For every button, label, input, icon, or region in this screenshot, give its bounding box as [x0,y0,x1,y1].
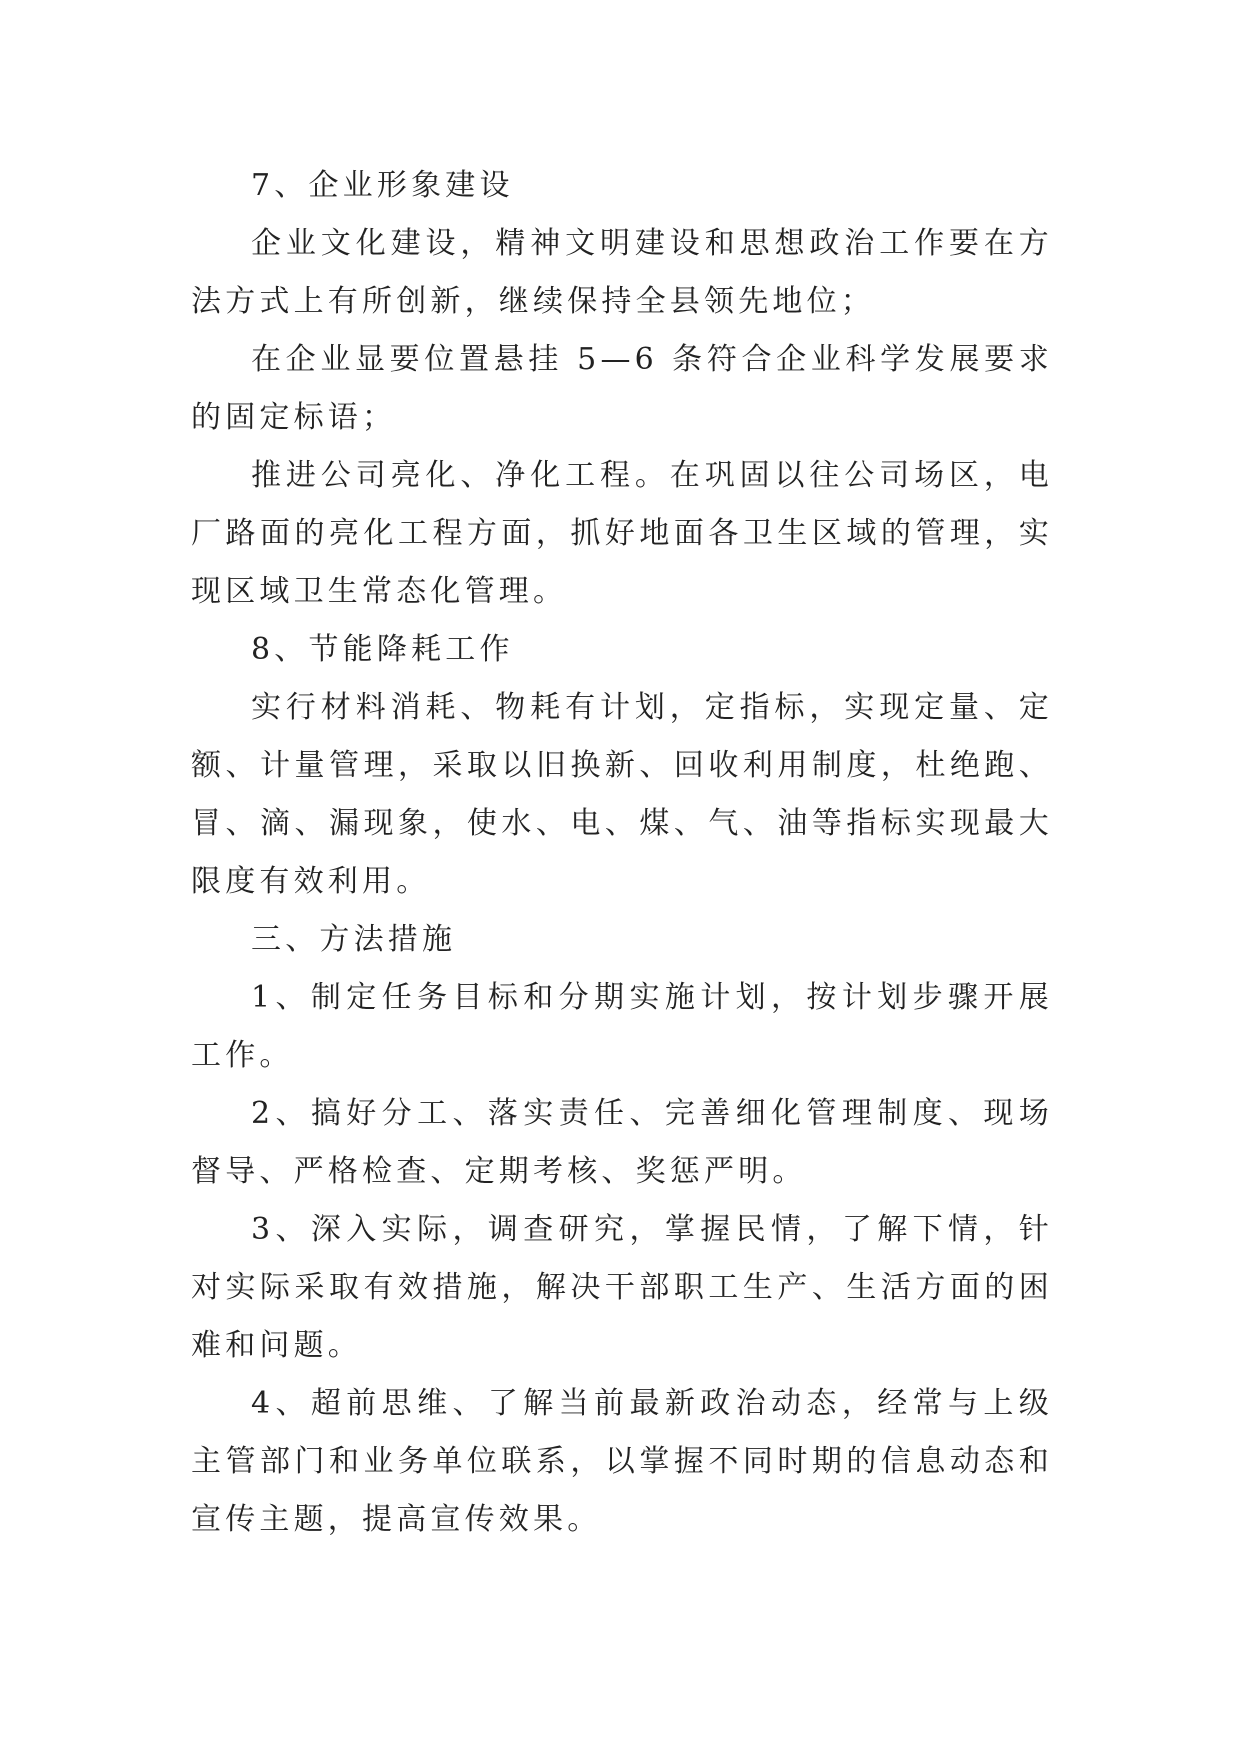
section-heading-methods: 三、方法措施 [251,922,457,957]
paragraph-culture-building: 企业文化建设，精神文明建设和思想政治工作要在方法方式上有所创新，继续保持全县领先地位； [191,226,1053,319]
list-item-measure-2: 2、搞好分工、落实责任、完善细化管理制度、现场督导、严格检查、定期考核、奖惩严明。 [191,1096,1053,1189]
paragraph-lighting-cleaning: 推进公司亮化、净化工程。在巩固以往公司场区，电厂路面的亮化工程方面，抓好地面各卫生区域的管理，实现区域卫生常态化管理。 [191,458,1053,609]
list-item-measure-1: 1、制定任务目标和分期实施计划，按计划步骤开展工作。 [191,980,1053,1073]
section-heading-enterprise-image: 7、企业形象建设 [251,168,514,203]
list-item-measure-4: 4、超前思维、了解当前最新政治动态，经常与上级主管部门和业务单位联系，以掌握不同时期的信息动态和宣传主题，提高宣传效果。 [191,1386,1053,1537]
list-item-measure-3: 3、深入实际，调查研究，掌握民情，了解下情，针对实际采取有效措施，解决干部职工生产、生活方面的困难和问题。 [191,1212,1053,1363]
paragraph-material-consumption: 实行材料消耗、物耗有计划，定指标，实现定量、定额、计量管理，采取以旧换新、回收利用制度，杜绝跑、冒、滴、漏现象，使水、电、煤、气、油等指标实现最大限度有效利用。 [191,690,1053,899]
section-heading-energy-saving: 8、节能降耗工作 [251,632,514,667]
document-body [191,157,1053,1549]
paragraph-slogans: 在企业显要位置悬挂 5—6 条符合企业科学发展要求的固定标语； [191,342,1053,435]
